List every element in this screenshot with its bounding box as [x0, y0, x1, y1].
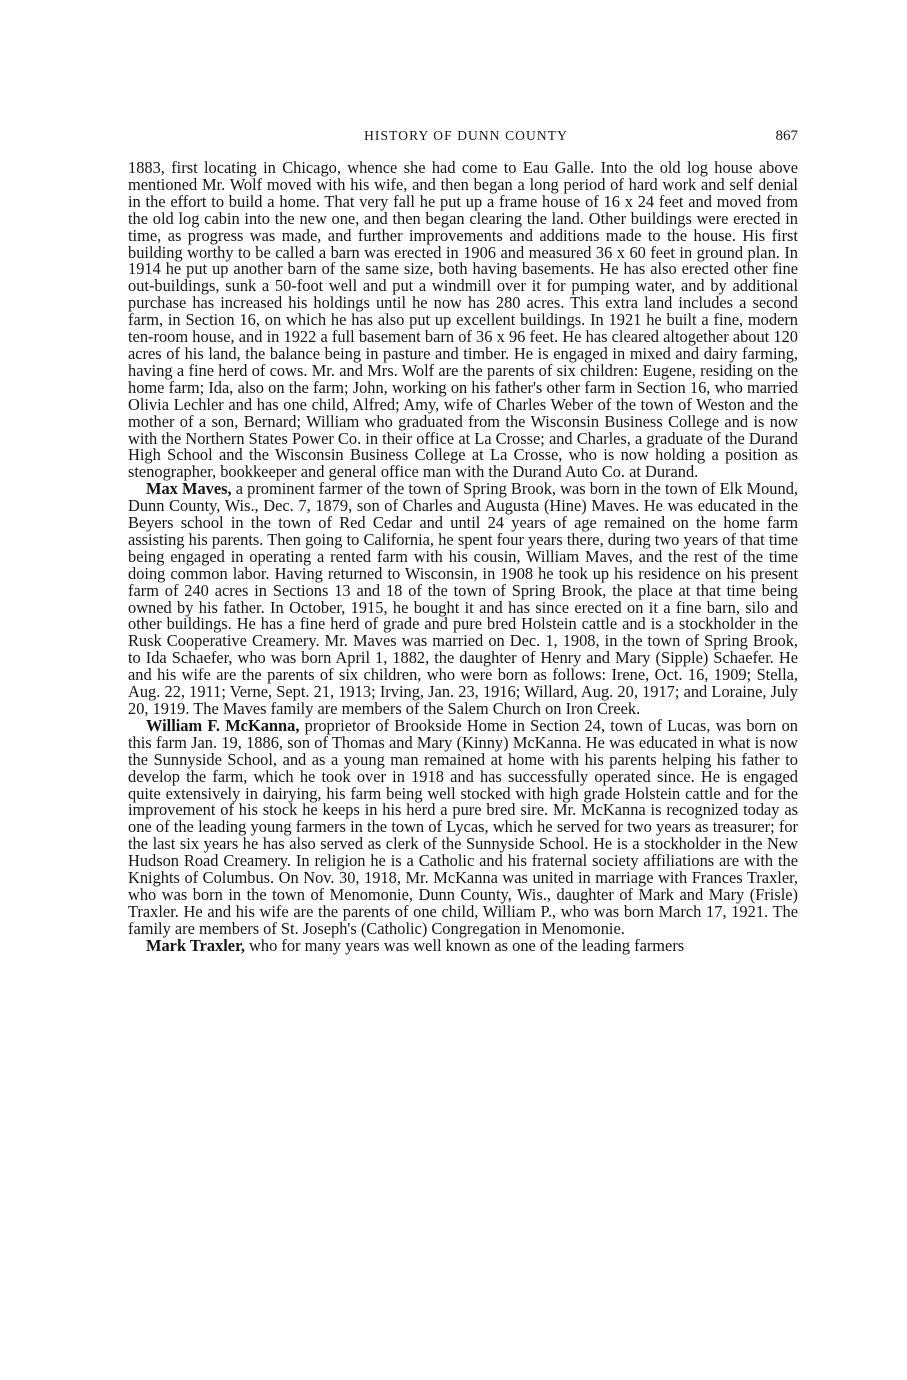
- paragraph-text: 1883, first locating in Chicago, whence she had come to Eau Galle. Into the old log house above mentioned Mr. Wolf moved with his wife, and then began a long period of hard work and self denial in the effort to build a home. That very fall he put up a frame house of 16 x 24 feet and moved from the old log cabin into the new one, and then began clearing the land. Other buildings were erected in time, as progress was made, and further improvements and additions made to the house. His first building worthy to be called a barn was erected in 1906 and measured 36 x 60 feet in ground plan. In 1914 he put up another barn of the same size, both having basements. He has also erected other fine out-buildings, sunk a 50-foot well and put a windmill over it for pumping water, and by additional purchase has increased his holdings until he now has 280 acres. This extra land includes a second farm, in Section 16, on which he has also put up excellent buildings. In 1921 he built a fine, modern ten-room house, and in 1922 a full basement barn of 36 x 96 feet. He has cleared altogether about 120 acres of his land, the balance being in pasture and timber. He is engaged in mixed and dairy farming, having a fine herd of cows. Mr. and Mrs. Wolf are the parents of six children: Eugene, residing on the home farm; Ida, also on the farm; John, working on his father's other farm in Section 16, who married Olivia Lechler and has one child, Alfred; Amy, wife of Charles Weber of the town of Weston and the mother of a son, Bernard; William who graduated from the Wisconsin Business College and is now with the Northern States Power Co. in their office at La Crosse; and Charles, a graduate of the Durand High School and the Wisconsin Business College at La Crosse, who is now holding a position as stenographer, bookkeeper and general office man with the Durand Auto Co. at Durand.: [128, 158, 798, 482]
- biography-name: William F. McKanna,: [146, 715, 300, 735]
- paragraph-max-maves: [128, 481, 798, 718]
- biography-name: Max Maves,: [146, 479, 232, 499]
- biography-name: Mark Traxler,: [146, 935, 245, 955]
- paragraph-william-mckanna: [128, 715, 798, 938]
- running-title: HISTORY OF DUNN COUNTY: [364, 128, 568, 143]
- running-head: [128, 128, 804, 148]
- paragraph-text: who for many years was well known as one of the leading farmers: [244, 935, 685, 955]
- paragraph-text: proprietor of Brookside Home in Section 24, town of Lucas, was born on this farm Jan. 19, 1886, son of Thomas and Mary (Kinny) McKanna. He was educated in what is now the Sunnyside School, and as a young man remained at home with his parents helping his father to develop the farm, which he took over in 1918 and has successfully operated since. He is engaged quite extensively in dairying, his farm being well stocked with high grade Holstein cattle and for the improvement of his stock he keeps in his herd a pure bred sire. Mr. McKanna is recognized today as one of the leading young farmers in the town of Lycas, which he served for two years as treasurer; for the last six years he has also served as clerk of the Sunnyside School. He is a stockholder in the New Hudson Road Creamery. In religion he is a Catholic and his fraternal society affiliations are with the Knights of Columbus. On Nov. 30, 1918, Mr. McKanna was united in marriage with Frances Traxler, who was born in the town of Menomonie, Dunn County, Wis., daughter of Mark and Mary (Frisle) Traxler. He and his wife are the parents of one child, William P., who was born March 17, 1921. The family are members of St. Joseph's (Catholic) Congregation in Menomonie.: [128, 715, 798, 938]
- page-number: 867: [775, 128, 798, 144]
- paragraph-text: a prominent farmer of the town of Spring Brook, was born in the town of Elk Mound, Dunn County, Wis., Dec. 7, 1879, son of Charles and Augusta (Hine) Maves. He was educated in the Beyers school in the town of Red Cedar and until 24 years of age remained on the home farm assisting his parents. Then going to California, he spent four years there, during two years of that time being engaged in operating a rented farm with his cousin, William Maves, and the rest of the time doing common labor. Having returned to Wisconsin, in 1908 he took up his residence on his present farm of 240 acres in Sections 13 and 18 of the town of Spring Brook, the place at that time being owned by his father. In October, 1915, he bought it and has since erected on it a fine barn, silo and other buildings. He has a fine herd of grade and pure bred Holstein cattle and is a stockholder in the Rusk Cooperative Creamery. Mr. Maves was married on Dec. 1, 1908, in the town of Spring Brook, to Ida Schaefer, who was born April 1, 1882, the daughter of Henry and Mary (Sipple) Schaefer. He and his wife are the parents of six children, who were born as follows: Irene, Oct. 16, 1909; Stella, Aug. 22, 1911; Verne, Sept. 21, 1913; Irving, Jan. 23, 1916; Willard, Aug. 20, 1917; and Loraine, July 20, 1919. The Maves family are members of the Salem Church on Iron Creek.: [128, 479, 798, 718]
- paragraph-wolf-continued: [128, 160, 798, 481]
- body-text: [128, 160, 798, 955]
- paragraph-mark-traxler: [128, 935, 798, 955]
